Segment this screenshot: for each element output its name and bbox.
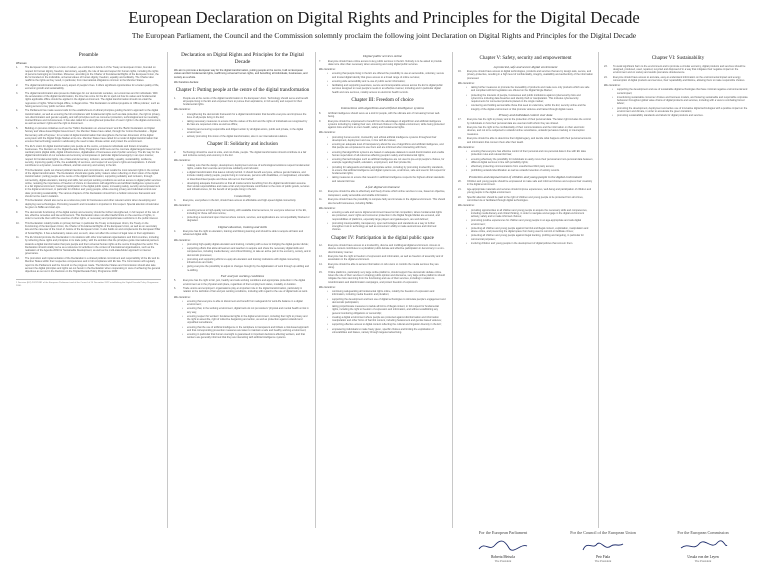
paragraph: 20. Children and young people should be empowered to make safe and informed choices and express their creativity in the digital environment. <box>458 180 593 187</box>
paragraph: 4. Everyone has the right to education, training and lifelong learning and should be able to acquire all basic and advanced digital skills. <box>174 230 304 237</box>
preamble-paragraph: 9. The democratic functioning of the digital society and economy should be further strengthened, in full respect of the rule of law, effective remedies and law enforcement. This Declaration does not affect lawful limits on the exercise of rights, in order to reconcile them with the exercise of other rights, or necessary and proportionate restrictions in the public interest. <box>16 210 159 221</box>
signature-for: For the European Commission <box>677 530 729 535</box>
list-item: • taking measures to ensure that research in artificial intelligence respects the highest ethical standards and relevant EU law. <box>327 176 445 183</box>
commit-label: We commit to: <box>174 159 191 163</box>
list-item: • protecting the interests of people, businesses and public institutions against cybersecurity risks and cybercrime including data breaches and identity theft or manipulation. This includes cybersecurity requirements for connected products placed on the single market; <box>466 93 581 103</box>
paragraph: 22. Specific attention should be paid to the right of children and young people to be protected from all crimes, committed via or facilitated through digital technologies. <box>458 195 584 203</box>
signatory-role: The President <box>694 559 712 563</box>
section-privacy: Privacy and individual control over data <box>498 112 553 117</box>
paragraph: 23. To avoid significant harm to the environment and to promote a circular economy, digital products and services should be designed, produced, used, repaired, recycled and disposed of in a way that mitigates their negative impact on the environment and on society and avoids premature obsolescence. <box>604 64 746 74</box>
list-item: • giving everyone the possibility to adjust to changes brought by the digitalisation of work through up-skilling and re-skilling. <box>182 265 310 272</box>
commit-label: We commit to: <box>174 238 191 242</box>
list-item: • supporting the development and use of sustainable digital technologies that have minimal negative environmental and social impact; <box>612 88 748 95</box>
chapter-1-title: Chapter I: Putting people at the centre of the digital transformation <box>175 88 310 93</box>
paragraph: 2. Technology should be used to unite, and not divide, people. The digital transformation should contribute to a fair and inclusive society and economy in the EU. <box>174 150 307 157</box>
paragraph: 18. Everyone has the right to the confidentiality of their communications and the information on their electronic devices, and not to be subjected to unlawful online surveillance, unlawful pervasive tracking or interception measures. <box>458 126 585 136</box>
paragraph: 13. Everyone has the right to freedom of expression and information, as well as freedom of assembly and of association in the digital environment. <box>319 255 444 262</box>
paragraph: 5. Everyone has the right to fair, just, healthy and safe working conditions and appropriate protection in the digital environment as in the physical work place, regardless of their employment status, modality or duration. <box>174 279 306 286</box>
list-item: • supporting efforts that allow all learners and teachers to acquire and share the necessary digital skills and competences, including media literacy, and critical thinking, to take an active part in the economy, society, and in democratic processes; <box>182 247 311 257</box>
list-item: • ensuring that, in the working environment, digital tools do not put workers' physical and mental health at risk in any way; <box>182 307 309 314</box>
preamble-paragraph: 7. This Declaration spells out shared political intentions and commitments, and recalls the most relevant rights in the context of the digital transformation. The Declaration should also guide policy makers when reflecting on their vision of the digital transformation: putting people at the centre of the digital transformation; supporting solidarity and inclusion, through connectivity, digital education, training and skills, fair and just working conditions as well as access to digital public services online; restating the importance of freedom of choice in interactions with algorithms and artificial intelligence systems and in a fair digital environment; fostering participation in the digital public space; increasing safety, security and empowerment in the digital environment, in particular for children and young people, while ensuring privacy and individual control over data; promoting sustainability. The various chapters of this Declaration should form a holistic reference framework and should not be read in isolation. <box>16 168 161 198</box>
signatory-role: The President <box>494 559 512 563</box>
list-item: • ensuring an adequate level of transparency about the use of algorithms and artificial intelligence, and that people are empowered to use them and are informed when interacting with them; <box>327 143 444 150</box>
bullet-list <box>319 136 446 183</box>
document-title: European Declaration on Digital Rights and Principles for the Digital Decade <box>128 8 640 27</box>
signature-parliament <box>458 530 548 572</box>
list-item: • involving children and young people in the development of digital policies that concern them. <box>466 241 574 245</box>
list-item: • ensuring that the use of artificial intelligence in the workplace is transparent and follows a risk-based approach and that corresponding prevention measures are taken to maintain a safe and healthy working environment; <box>182 325 309 332</box>
section-education: Digital education, training and skills <box>218 224 267 229</box>
preamble-paragraph: 2. The digital transformation affects every aspect of people's lives. It offers significant opportunities for a better quality of life, economic growth and sustainability. <box>16 83 160 91</box>
chapter-6-column <box>604 52 752 528</box>
list-item: • promoting human-centric, trustworthy and ethical artificial intelligence systems throughout their development, deployment and use, in line with EU values; <box>327 135 437 142</box>
commit-label: We commit to: <box>319 68 336 71</box>
declare-label: We therefore declare: <box>174 80 199 84</box>
list-item: • effectively protecting communications from unauthorised third party access; <box>466 165 555 169</box>
commit-label: We commit to: <box>319 131 336 135</box>
list-item: • taking necessary measures to ensure that the values of the EU and the rights of individuals as recognised by EU law are respected online as well as offline; <box>182 120 308 127</box>
declaration-heading: Declaration on Digital Rights and Principles for the Digital Decade <box>181 52 304 65</box>
bullet-list <box>174 209 311 223</box>
list-item: • fostering and ensuring responsible and diligent action by all digital actors, public and private, in the digital environment; <box>182 127 304 134</box>
bullet-list <box>174 164 311 192</box>
list-item: • ensuring in particular that human oversight is guaranteed in important decisions affecting workers, and that workers are generally informed that they are interacting with artificial intelligence systems. <box>182 333 305 340</box>
list-item: • supporting the development and best use of digital technologies to stimulate people's engagement and democratic participation; <box>327 297 446 304</box>
preamble-paragraph: 5. Building on previous initiatives such as the 'Tallinn Declaration on eGovernment' and the 'Berlin Declaration on Digital Society and Value-based Digital Government', the Member States have called, through the 'Lisbon Declaration – Digital Democracy with a Purpose', for a model of digital transformation that strengthens the human dimension of the digital ecosystem with the Digital Single Market at its core. Member States have called for a model of digital transformation that ensures that technology assists in addressing the need to take climate action and protect the environment. <box>16 127 158 144</box>
paragraph: 1. People are at the centre of the digital transformation in the European Union. Technology should serve and benefit all people living in the EU and empower them to pursue their aspirations, in full security and respect for their fundamental rights. <box>174 96 309 106</box>
list-item: • protecting a neutral and open Internet where content, services, and applications are not unjustifiably blocked or degraded. <box>182 216 310 223</box>
list-item: • ensuring wide accessibility and re-use of public sector information; <box>327 79 406 83</box>
signatory-role: The President <box>594 559 612 563</box>
list-item: • promoting positive experiences for children and young people in an age-appropriate and safe digital environment; <box>466 219 582 226</box>
footnote: 1 Decision (EU) 2022/2481 of the European Parliament and of the Council of 14 December 2022 establishing the Digital Decade Policy Programme 2030. <box>16 279 161 288</box>
paragraph: 16. Everyone should have access to digital technologies, products and services that are by design safe, secure, and privacy-protective, resulting in a high level of confidentiality, integrity, availability and authenticity of the information processed. <box>458 70 593 80</box>
section-fair-environment: A fair digital environment <box>365 184 400 189</box>
paragraph: 7. Everyone should have online access to key public services in the EU. Nobody is to be asked to provide data more often than necessary when accessing and using digital public services. <box>319 59 442 66</box>
list-item: • ensuring that algorithmic systems are based on adequate datasets to avoid discrimination and enable human supervision of all outcomes affecting people's safety and fundamental rights; <box>327 150 445 157</box>
list-item: • developing adequate frameworks so that all market actors benefiting from the digital transformation assume their social responsibilities and make a fair and proportionate contribution to the costs of public goods, services and infrastructures, for the benefit of all people living in the EU. <box>182 181 310 192</box>
list-item: • ensuring a safe and secure digital environment based on fair competition, where fundamental rights are protected, users' rights and consumer protection in the Digital Single Market are ensured, and responsibilities of platforms, especially large players and gatekeepers, are well defined; <box>327 211 442 221</box>
chapter-5-title: Chapter V: Safety, security and empowerment <box>479 56 572 61</box>
list-item: • ensuring that everyone is able to disconnect and benefit from safeguards for work-life balance in a digital environment; <box>182 299 303 307</box>
list-item: • providing opportunities to all children and young people to acquire the necessary skills and competences, including media literacy and critical thinking, in order to navigate and engage in the digital environment actively, safely and to make informed choices; <box>466 208 588 219</box>
list-item: • taking further measures to promote the traceability of products and make sure only products which are safe and compliant with EU legislation are offered on the Digital Single Market; <box>466 86 590 93</box>
list-item: • promoting interoperability, transparency, open technologies and standards as a way to further strengthen trust in technology as well as consumers' ability to make autonomous and informed choices. <box>327 221 437 232</box>
list-item: • empowering individuals to make freely given, specific choices and limiting the exploitation of vulnerabilities and biases, namely through targeted advertising. <box>327 327 434 334</box>
commit-label: We commit to: <box>458 145 475 149</box>
signature-block <box>458 530 752 572</box>
signatory-name: Roberta Metsola <box>491 555 515 559</box>
preamble-paragraphs <box>16 66 161 273</box>
preamble-paragraph: 3. The digital transformation also presents challenges for our democratic societies, our economies and for individuals. With the acceleration of the digital transformation, the time has come for the EU to spell out how its values and fundamental rights applicable offline should be applied in the digital environment. The digital transformation should not entail the regression of rights. What is illegal offline, is illegal online. This Declaration is without prejudice to 'offline policies', such as having access to key public services offline. <box>16 91 160 108</box>
commit-label: We commit to: <box>319 285 336 289</box>
bullet-list <box>319 211 446 232</box>
paragraph: 11. Everyone should have the possibility to compete fairly and innovate in the digital environment. This should also benefit businesses, including SMEs. <box>319 198 446 205</box>
signatory-name: Petr Fiala <box>596 555 610 559</box>
preamble-paragraph: 10. This Declaration notably builds on primary EU law, in particular the Treaty on European Union, the Treaty on the Functioning of the European Union, the Charter of Fundamental Rights of the European Union, as well as on secondary law and the case-law of the Court of Justice of the European Union. It also builds on and complements the European Pillar of Social Rights. It has a declaratory nature and, as such, does not affect the content of legal rules or their application. <box>16 221 161 235</box>
commit-label: We commit to: <box>458 204 475 208</box>
list-item: • supporting effective access to digital content reflecting the cultural and linguistic diversity in the EU; <box>327 323 442 327</box>
section-protected: A protected, safe and secure digital environment <box>493 64 558 69</box>
commit-label: We commit to: <box>174 295 191 299</box>
section-ai: Interactions with algorithms and artificial intelligence systems <box>341 106 424 111</box>
list-item: • promoting the development, deployment and active use of innovative digital technologies with a positive impact on the environment and climate, in order to accelerate the green transition; <box>612 106 748 113</box>
list-item: • ensuring that everyone has effective control of their personal and non-personal data in line with EU data protection rules and relevant EU law; <box>466 150 586 157</box>
handwritten-signature <box>475 538 531 554</box>
bullet-list <box>319 290 446 334</box>
list-item: • continuing safeguarding all fundamental rights online, notably the freedom of expression and information, including media freedom and pluralism; <box>327 290 435 297</box>
paragraph: 8. Artificial intelligence should serve as a tool for people, with the ultimate aim of increasing human well-being. <box>319 111 441 118</box>
paragraph: 10. Everyone should be able to effectively and freely choose which online services to use, based on objective, transparent, easily accessible and reliable information. <box>319 190 446 197</box>
list-item: • actively promoting this vision of the digital transformation, also in our international relations. <box>182 135 288 138</box>
preamble-paragraph: 6. The EU's vision for digital transformation puts people at the centre, empowers individuals and fosters innovative businesses. The Decision on the Digital Decade Policy Programme 2030 sets out the concrete digital targets based on four cardinal points (digital skills, digital infrastructures, digitalisation of businesses and of public services). The EU way for the digital transformation of our societies and economy encompasses in particular digital sovereignty in an open manner, respect for fundamental rights, rule of law and democracy, inclusion, accessibility, equality, sustainability, resilience, security, improving quality of life, the availability of services, and respect of everyone's rights and aspirations. It should contribute to a dynamic, resource efficient, and fair economy and society in the EU. <box>16 144 161 168</box>
chapter-3-title: Chapter III: Freedom of choice <box>351 97 414 103</box>
column-divider <box>452 52 453 528</box>
bullet-list <box>458 150 593 173</box>
paragraph: 24. Everyone should have access to accurate, easy-to-understand information on the environmental impact and energy consumption of digital products and services, their repairability and lifetime, allowing them to make responsible choices. <box>604 75 746 82</box>
list-item: • ensuring effectively the possibility for individuals to easily move their personal and non-personal data between different digital services in line with portability rights; <box>466 157 593 164</box>
bullet-list <box>458 209 593 246</box>
paragraph: 3. Everyone, everywhere in the EU, should have access to affordable and high-speed digital connectivity. <box>174 199 297 202</box>
list-item: • protecting all children and young people against harmful and illegal content, exploitation, manipulation and abuse online, and preventing the digital space from being used to commit or facilitate crimes; <box>466 226 589 234</box>
paragraph: 14. Everyone should be able to access information on who owns or controls the media services they are using. <box>319 263 439 270</box>
list-item: • countering and holding accountable those that seek to undermine, within the EU, security online and the integrity of the digital environment or that promote violence and hatred through digital means. <box>466 104 586 111</box>
section-public-services: Digital public services online <box>363 54 402 58</box>
bullet-list <box>604 88 752 117</box>
list-item: • promoting high-quality digital education and training, including with a view to bridging the digital gender divide; <box>182 242 309 246</box>
paragraph: 9. Everyone should be empowered to benefit from the advantages of algorithmic and artificial intelligence systems including by making their own, informed choices in the digital environment, while being protected against risks and harm to one's health, safety and fundamental rights. <box>319 119 445 130</box>
document-subtitle: The European Parliament, the Council and the Commission solemnly proclaim the following joint Declaration on Digital Rights and Principles for the Digital Decade <box>131 31 637 40</box>
list-item: • ensuring that technologies such as artificial intelligence are not used to pre-empt people's choices, for example regarding health, education, employment, and their private life; <box>327 158 445 165</box>
commit-label: We commit to: <box>604 84 621 88</box>
paragraph: 21. Age-appropriate materials and services should improve experiences, well-being and participation of children and young people in the digital environment. <box>458 187 592 195</box>
list-item: • making sure that the design, development, deployment and use of technological solutions respect fundamental rights, enable their exercise and promote solidarity and inclusion; <box>182 163 310 170</box>
list-item: • strengthening the democratic framework for a digital transformation that benefits everyone and improves the lives of all people living in the EU; <box>182 112 307 119</box>
paragraph: 17. Everyone has the right to privacy and to the protection of their personal data. The latter right includes the control by individuals on how their personal data are used and with whom they are shared. <box>458 118 591 125</box>
handwritten-signature <box>675 538 731 554</box>
handwritten-signature <box>575 538 631 554</box>
declaration-intro: We aim to promote a European way for the digital transformation, putting people at the centre, built on European values and EU fundamental rights, reaffirming universal human rights, and benefiting all individuals, businesses, and society as a whole. <box>174 69 308 79</box>
preamble-column <box>16 52 161 528</box>
list-item: • ensuring that people living in the EU are offered the possibility to use an accessible, voluntary, secure and trusted digital identity that gives access to a broad range of online services; <box>327 72 445 79</box>
signature-for: For the Council of the European Union <box>570 530 636 535</box>
paragraph: 6. Trade unions and employers' organisations play an important role in the digital transformation, particularly in relation to the definition of fair and just working conditions, including with regard to the use of digital tools at work. <box>174 287 308 294</box>
chapter-5-column <box>458 52 593 528</box>
chapter-4-title: Chapter IV: Participation in the digital public space <box>331 235 434 241</box>
bullet-list <box>458 86 593 111</box>
list-item: • ensuring respect for workers' fundamental rights in the digital environment, including their right to privacy and the right to assemble, right of collective bargaining and action, as well as protection against unlawful and unjustified surveillance; <box>182 314 308 325</box>
signature-commission <box>658 530 748 572</box>
preamble-paragraph: 11. The EU should promote the Declaration in its relations with other international organisations and third countries, including by reflecting these rights and principles in its trade policy, with the ambition that the principles guide international partners towards a digital transformation that puts people and their universal human rights at the centre throughout the world. The Declaration should notably serve as a reference for activities in the context of international organisations, such as the realisation of the Agenda 2030 for Sustainable Development, as well as the multi-stakeholder approach to internet governance. <box>16 236 159 256</box>
preamble-paragraph: 12. The promotion and implementation of the Declaration is a shared political commitment and responsibility of the EU and its Member States within their respective competences and in full compliance with EU law. The Commission will regularly report to the Parliament and the Council on the progress made. The Member States and Commission should also take account the digital principles and rights set out herein in the Declaration when cooperating in view of achieving the general objectives as set out in the Decision on the 'Digital Decade Policy Programme 2030'. <box>16 257 161 274</box>
preamble-heading: Preamble <box>78 52 99 58</box>
whereas-label: Whereas: <box>16 62 28 65</box>
list-item: • promoting sustainability standards and labels for digital products and services. <box>612 114 704 118</box>
chapter-2-title: Chapter II: Solidarity and inclusion <box>207 142 278 148</box>
list-item: • a digital transformation that leaves nobody behind. It should benefit everyone, achieve gender balance, and include notably elderly people, people living in rural areas, persons with disabilities, or marginalised, vulnerable or disenfranchised people and those who act on their behalf; <box>182 171 310 181</box>
list-item: • creating a digital environment where people are protected against disinformation and information manipulation and other forms of harmful content, including harassment and gender-based violence; <box>327 315 442 323</box>
preamble-paragraph: 8. This Declaration should also serve as a reference point for businesses and other relevant actors when developing and deploying new technologies. Promoting research and innovation is important in this respect. Special attention should also be given to SMEs and start-ups. <box>16 199 159 209</box>
column-divider <box>167 52 168 528</box>
list-item: • incentivising sustainable consumer choices and business models, and fostering sustainable and responsible corporate behaviour throughout global value chains of digital products and services, including with a view to combating forced labour; <box>612 95 748 106</box>
signature-council <box>558 530 648 572</box>
paragraph: 15. Online platforms, particularly very large online platforms, should support free democratic debate online. Given the role of their services in shaping public opinion and discourse, very large online platforms should mitigate the risks stemming from the functioning and use of their services, including in relation to misinformation and disinformation campaigns, and protect freedom of expression. <box>319 270 445 284</box>
section-connectivity: Connectivity <box>234 193 251 198</box>
column-divider <box>315 52 316 528</box>
commit-label: We commit to: <box>174 204 191 208</box>
commit-label: We commit to: <box>319 206 336 210</box>
list-item: • providing for safeguards and taking appropriate action, including by promoting trustworthy standards, to ensure that artificial intelligence and digital systems are, at all times, safe and used in full respect for fundamental rights; <box>327 165 446 176</box>
list-item: • protecting all children and young people against illegal tracking, profiling and targeting, in particular for commercial purposes; <box>466 234 584 241</box>
signatory-name: Ursula von der Leyen <box>687 555 719 559</box>
signature-for: For the European Parliament <box>478 530 528 535</box>
section-children: Protection and empowerment of children and young people in the digital environment <box>468 174 583 179</box>
commit-label: We commit to: <box>458 81 475 85</box>
list-item: • promoting and supporting efforts to equip all education and training institutions with digital connectivity, infrastructure and tools; <box>182 257 301 264</box>
declaration-column <box>174 52 311 528</box>
chapter-6-title: Chapter VI: Sustainability <box>651 56 705 61</box>
list-item: • taking proportionate measures to tackle all forms of illegal content, in full respect for fundamental rights, including the right to freedom of expression and information, and without establishing any general monitoring obligations or censorship; <box>327 305 439 315</box>
column-divider <box>598 52 599 528</box>
bullet-list <box>174 113 311 139</box>
commit-label: We commit to: <box>174 108 191 112</box>
bullet-list <box>174 243 311 272</box>
bullet-list <box>174 300 311 340</box>
section-working: Fair and just working conditions <box>220 273 265 278</box>
chapters-3-4-column <box>319 52 446 528</box>
paragraph: 12. Everyone should have access to a trustworthy, diverse and multilingual digital environment. Access to diverse content contributes to a pluralistic public debate and effective participation in democracy in a non-discriminatory manner. <box>319 244 445 254</box>
list-item: • prohibiting unlawful identification as well as unlawful retention of activity records. <box>466 169 560 173</box>
bullet-list <box>319 72 446 94</box>
list-item: • ensuring access to high-quality connectivity, with available Internet access, for everyone wherever in the EU, including for those with low income; <box>182 208 307 215</box>
paragraph: 19. Everyone should be able to determine their digital legacy, and decide what happens with their personal accounts and information that concern them after their death. <box>458 137 592 144</box>
list-item: • facilitating and supporting seamless, secure and interoperable access across the EU to digital public services designed to meet people's needs in an effective manner, including and in particular digital health and care services, notably access to electronic health records. <box>327 84 443 94</box>
preamble-paragraph: 4. The Parliament has made several calls for the establishment of ethical principles guiding the EU's approach to the digital transformation, as well as ensuring the full compliance with fundamental rights such as data protection, the right to privacy, non-discrimination and gender equality, and with principles such as consumer protection, technological and net neutrality, trustworthiness and inclusiveness. It has also called for a strengthened protection of users' rights in the digital environment, as well as workers' rights and the right to disconnect. <box>16 109 161 126</box>
preamble-paragraph: 1. The European Union (EU) is a 'union of values', as enshrined in Article 2 of the Treaty on European Union, founded on respect for human dignity, freedom, democracy, equality, the rule of law and respect for human rights, including the rights of persons belonging to minorities. Moreover, according to the Charter of Fundamental Rights of the European Union, the EU is founded on the indivisible, universal values of human dignity, freedom, equality and solidarity. The Charter also reaffirms the rights as they result, in particular, from international obligations common to the Member States. <box>16 66 159 83</box>
